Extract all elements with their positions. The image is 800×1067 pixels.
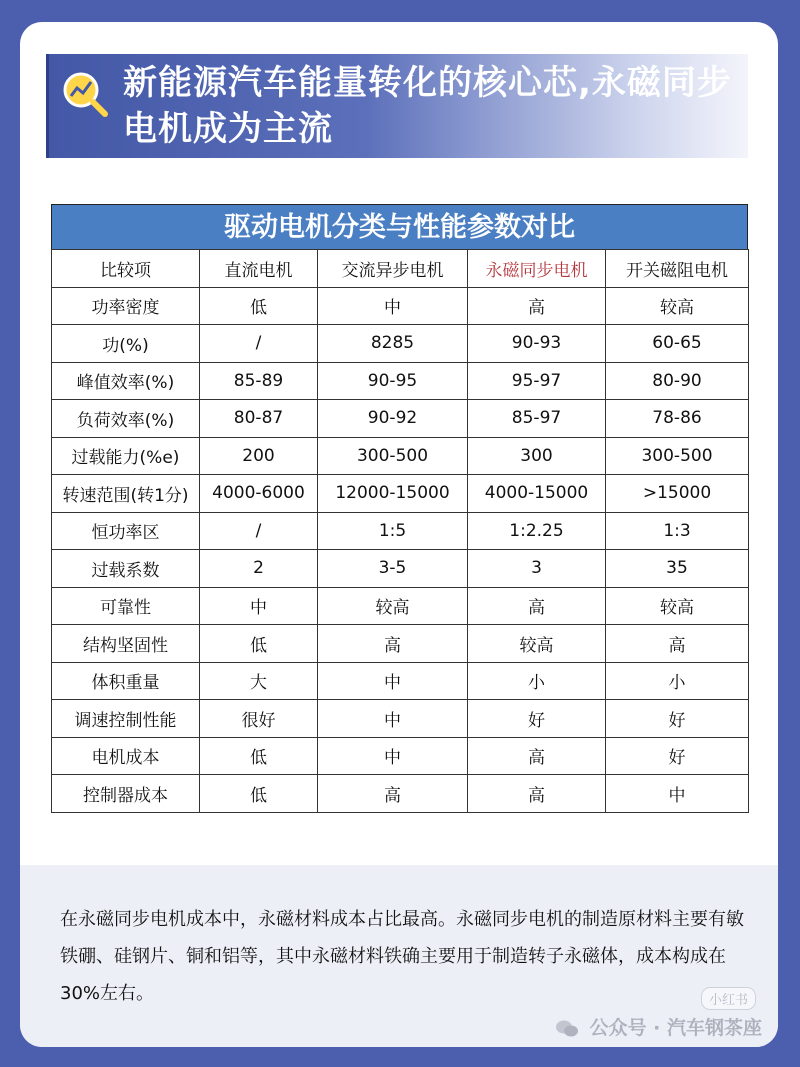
table-row (52, 737, 749, 775)
row-label-cell: 调速控制性能 (52, 700, 200, 738)
table-cell: 1:5 (318, 512, 468, 550)
table-cell: 90-92 (318, 400, 468, 438)
row-label-cell: 电机成本 (52, 737, 200, 775)
row-label-cell: 结构坚固性 (52, 625, 200, 663)
table-cell: 好 (606, 737, 749, 775)
table-cell: 低 (200, 775, 318, 813)
table-title: 驱动电机分类与性能参数对比 (51, 204, 748, 249)
header-cell: 比较项 (52, 250, 200, 288)
table-cell: 低 (200, 287, 318, 325)
table-cell: 高 (468, 737, 606, 775)
table-body (52, 287, 749, 812)
row-label-cell: 转速范围(转1分) (52, 475, 200, 513)
table-cell: 中 (318, 737, 468, 775)
table-cell: 85-97 (468, 400, 606, 438)
table-cell: 78-86 (606, 400, 749, 438)
table-cell: 低 (200, 625, 318, 663)
table-cell: >15000 (606, 475, 749, 513)
table-cell: 300 (468, 437, 606, 475)
table-row (52, 587, 749, 625)
table-cell: 好 (468, 700, 606, 738)
table-cell: 低 (200, 737, 318, 775)
table-cell: 1:2.25 (468, 512, 606, 550)
wechat-logo-icon (555, 1019, 579, 1039)
table-row (52, 475, 749, 513)
table-cell: 300-500 (318, 437, 468, 475)
table-cell: 较高 (606, 587, 749, 625)
table-row (52, 437, 749, 475)
table-cell: 300-500 (606, 437, 749, 475)
table-cell: 大 (200, 662, 318, 700)
row-label-cell: 控制器成本 (52, 775, 200, 813)
table-cell: 高 (468, 775, 606, 813)
table-cell: 较高 (468, 625, 606, 663)
table-cell: 3-5 (318, 550, 468, 588)
wechat-watermark-text: 公众号 · 汽车钢茶座 (589, 1017, 762, 1039)
table-cell: 80-90 (606, 362, 749, 400)
header-cell: 开关磁阻电机 (606, 250, 749, 288)
table-cell: 中 (318, 700, 468, 738)
row-label-cell: 可靠性 (52, 587, 200, 625)
page-title: 新能源汽车能量转化的核心芯,永磁同步电机成为主流 (123, 63, 732, 149)
table-cell: / (200, 512, 318, 550)
table-header-row (52, 250, 749, 288)
table-row (52, 400, 749, 438)
table-cell: 2 (200, 550, 318, 588)
table-cell: 高 (318, 775, 468, 813)
table-cell: 12000-15000 (318, 475, 468, 513)
table-cell: 小 (468, 662, 606, 700)
table-row (52, 662, 749, 700)
table-row (52, 362, 749, 400)
table-row (52, 287, 749, 325)
table-row (52, 512, 749, 550)
table-row (52, 550, 749, 588)
table-cell: 90-93 (468, 325, 606, 363)
row-label-cell: 功(%) (52, 325, 200, 363)
table-cell: 中 (606, 775, 749, 813)
row-label-cell: 体积重量 (52, 662, 200, 700)
table-cell: 高 (468, 287, 606, 325)
note-text: 在永磁同步电机成本中，永磁材料成本占比最高。永磁同步电机的制造原材料主要有敏铁硼、硅钢片、铜和铝等，其中永磁材料铁确主要用于制造转子永磁体，成本构成在30%左右。 (60, 909, 744, 1004)
header-cell-highlight: 永磁同步电机 (468, 250, 606, 288)
header-banner (46, 54, 748, 158)
table-cell: 高 (318, 625, 468, 663)
table-cell: 95-97 (468, 362, 606, 400)
table-cell: 较高 (318, 587, 468, 625)
row-label-cell: 过载系数 (52, 550, 200, 588)
table-cell: 较高 (606, 287, 749, 325)
table-cell: 80-87 (200, 400, 318, 438)
table-row (52, 775, 749, 813)
xiaohongshu-watermark: 小红书 (701, 987, 756, 1010)
table-cell: 4000-15000 (468, 475, 606, 513)
table-row (52, 325, 749, 363)
table-cell: 中 (318, 662, 468, 700)
note-section (20, 865, 778, 1047)
table-row (52, 625, 749, 663)
table-cell: 中 (318, 287, 468, 325)
table-cell: 8285 (318, 325, 468, 363)
table-cell: 3 (468, 550, 606, 588)
table-cell: 4000-6000 (200, 475, 318, 513)
row-label-cell: 恒功率区 (52, 512, 200, 550)
content-card (20, 22, 778, 1047)
table-cell: 很好 (200, 700, 318, 738)
row-label-cell: 过载能力(%e) (52, 437, 200, 475)
table-cell: 高 (468, 587, 606, 625)
table-cell: 90-95 (318, 362, 468, 400)
table-cell: 小 (606, 662, 749, 700)
table-cell: 好 (606, 700, 749, 738)
table-cell: 85-89 (200, 362, 318, 400)
table-cell: 35 (606, 550, 749, 588)
table-row (52, 700, 749, 738)
row-label-cell: 功率密度 (52, 287, 200, 325)
wechat-watermark (555, 1013, 762, 1040)
header-cell: 直流电机 (200, 250, 318, 288)
table-cell: 200 (200, 437, 318, 475)
comparison-table-section (51, 204, 748, 813)
chart-magnifier-icon (59, 68, 109, 118)
table-cell: 60-65 (606, 325, 749, 363)
row-label-cell: 负荷效率(%) (52, 400, 200, 438)
table-cell: 1:3 (606, 512, 749, 550)
table-cell: 高 (606, 625, 749, 663)
header-cell: 交流异步电机 (318, 250, 468, 288)
row-label-cell: 峰值效率(%) (52, 362, 200, 400)
table-cell: / (200, 325, 318, 363)
table-cell: 中 (200, 587, 318, 625)
comparison-table (51, 249, 749, 813)
